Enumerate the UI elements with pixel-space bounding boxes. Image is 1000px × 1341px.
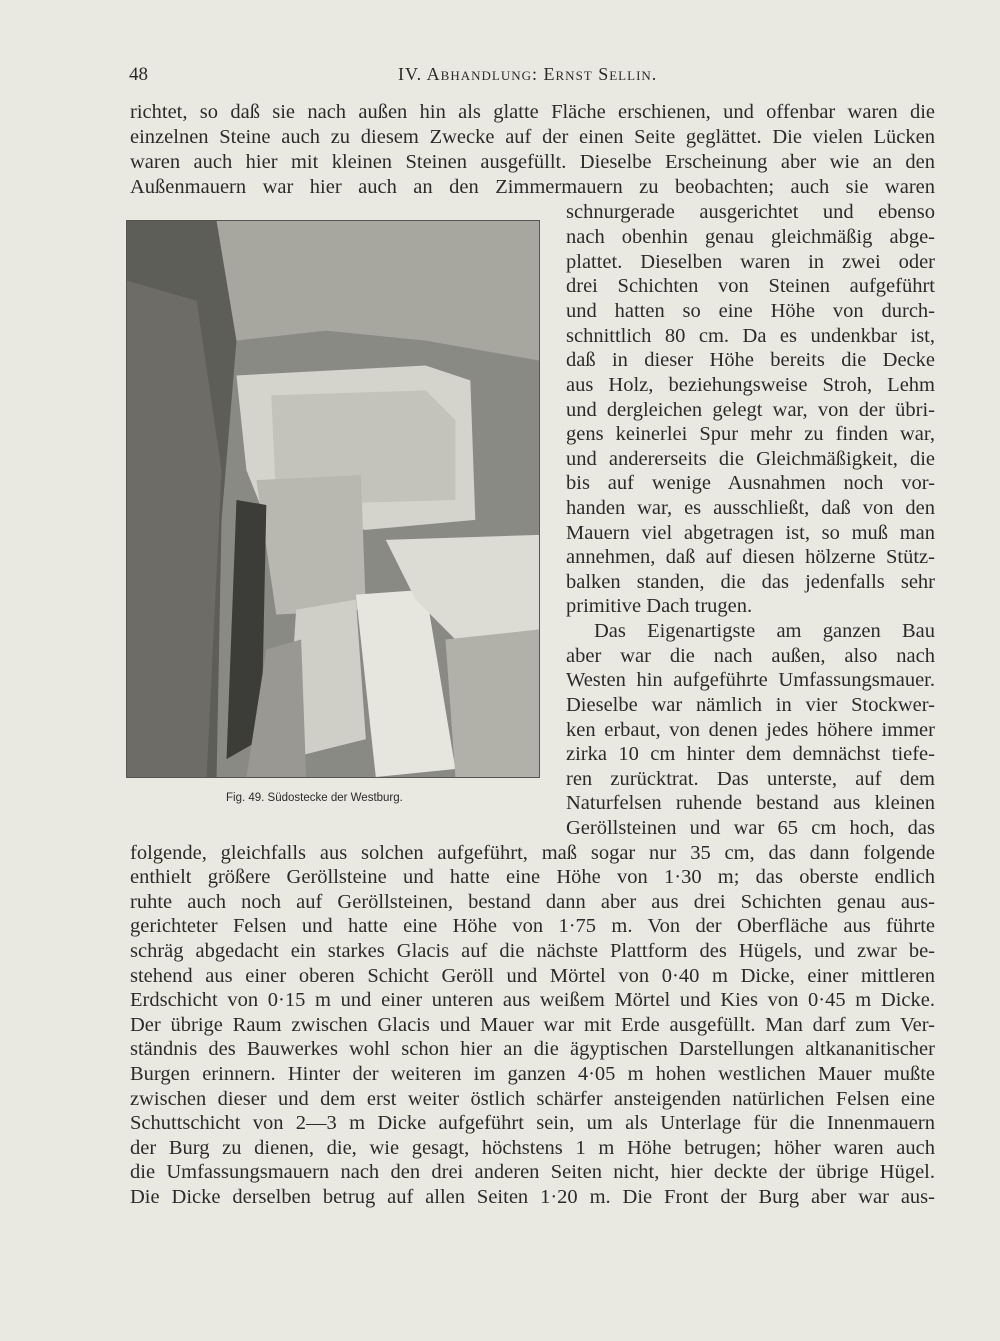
text-line: Dieselbe war nämlich in vier Stockwer- <box>566 694 935 716</box>
text-line: Mauern viel abgetragen ist, so muß man <box>566 522 935 544</box>
text-line: Westen hin aufgeführte Umfassungsmauer. <box>566 669 935 691</box>
running-head: IV. Abhandlung: Ernst Sellin. <box>398 64 658 84</box>
excavation-photo-illustration <box>127 221 539 777</box>
text-line: und hatten so eine Höhe von durch- <box>566 300 935 322</box>
text-line: aber war die nach außen, also nach <box>566 645 935 667</box>
text-line: daß in dieser Höhe bereits die Decke <box>566 349 935 371</box>
text-line: und dergleichen gelegt war, von der übri- <box>566 399 935 421</box>
text-line: handen war, es ausschließt, daß von den <box>566 497 935 519</box>
text-line: ständnis des Bauwerkes wohl schon hier an die ägyptischen Darstellungen altkananitischer <box>130 1038 935 1060</box>
text-line: waren auch hier mit kleinen Steinen ausgefüllt. Dieselbe Erscheinung aber wie an den <box>130 151 935 173</box>
text-line: einzelnen Steine auch zu diesem Zwecke auf der einen Seite geglättet. Die vielen Lücken <box>130 126 935 148</box>
text-line: Geröllsteinen und war 65 cm hoch, das <box>566 817 935 839</box>
text-line: ruhte auch noch auf Geröllsteinen, bestand dann aber aus drei Schichten genau aus- <box>130 891 935 913</box>
text-line: stehend aus einer oberen Schicht Geröll und Mörtel von 0·40 m Dicke, einer mittleren <box>130 965 935 987</box>
text-line: plattet. Dieselben waren in zwei oder <box>566 251 935 273</box>
text-line: der Burg zu dienen, die, wie gesagt, höchstens 1 m Höhe betrugen; höher waren auch <box>130 1137 935 1159</box>
text-line: gerichteter Felsen und hatte eine Höhe von 1·75 m. Von der Oberfläche aus führte <box>130 915 935 937</box>
text-line: schräg abgedacht ein starkes Glacis auf die nächste Plattform des Hügels, und zwar be- <box>130 940 935 962</box>
text-line: bis auf wenige Ausnahmen noch vor- <box>566 472 935 494</box>
text-line: die Umfassungsmauern nach den drei anderen Seiten nicht, hier deckte der übrige Hügel. <box>130 1161 935 1183</box>
text-line: schnittlich 80 cm. Da es undenkbar ist, <box>566 325 935 347</box>
text-line: Außenmauern war hier auch an den Zimmermauern zu beobachten; auch sie waren <box>130 176 935 198</box>
text-line: zirka 10 cm hinter dem demnächst tiefe- <box>566 743 935 765</box>
text-line: primitive Dach trugen. <box>566 595 753 617</box>
page-number: 48 <box>129 64 148 85</box>
text-line: Schuttschicht von 2—3 m Dicke aufgeführt sein, um als Unterlage für die Innenmauern <box>130 1112 935 1134</box>
text-line: und andererseits die Gleichmäßigkeit, die <box>566 448 935 470</box>
text-line: ken erbaut, von denen jedes höhere immer <box>566 719 935 741</box>
text-line: ren zurücktrat. Das unterste, auf dem <box>566 768 935 790</box>
text-line: gens keinerlei Spur mehr zu finden war, <box>566 423 935 445</box>
photograph-southeast-corner <box>126 220 540 778</box>
text-line: balken standen, die das jedenfalls sehr <box>566 571 935 593</box>
text-line: Naturfelsen ruhende bestand aus kleinen <box>566 792 935 814</box>
text-line: Das Eigenartigste am ganzen Bau <box>594 620 935 642</box>
text-line: Erdschicht von 0·15 m und einer unteren aus weißem Mörtel und Kies von 0·45 m Dicke. <box>130 989 935 1011</box>
text-line: enthielt größere Geröllsteine und hatte eine Höhe von 1·30 m; das oberste endlich <box>130 866 935 888</box>
text-line: drei Schichten von Steinen aufgeführt <box>566 275 935 297</box>
text-line: nach obenhin genau gleichmäßig abge- <box>566 226 935 248</box>
text-line: folgende, gleichfalls aus solchen aufgeführt, maß sogar nur 35 cm, das dann folgende <box>130 842 935 864</box>
text-line: richtet, so daß sie nach außen hin als glatte Fläche erschienen, und offenbar waren die <box>130 101 935 123</box>
text-line: Die Dicke derselben betrug auf allen Seiten 1·20 m. Die Front der Burg aber war aus- <box>130 1186 935 1208</box>
text-line: Burgen erinnern. Hinter der weiteren im ganzen 4·05 m hohen westlichen Mauer mußte <box>130 1063 935 1085</box>
figure-caption: Fig. 49. Südostecke der Westburg. <box>226 792 403 804</box>
text-line: aus Holz, beziehungsweise Stroh, Lehm <box>566 374 935 396</box>
text-line: Der übrige Raum zwischen Glacis und Mauer war mit Erde ausgefüllt. Man darf zum Ver- <box>130 1014 935 1036</box>
text-line: zwischen dieser und dem erst weiter östlich schärfer ansteigenden natürlichen Felsen eine <box>130 1088 935 1110</box>
text-line: schnurgerade ausgerichtet und ebenso <box>566 201 935 223</box>
text-line: annehmen, daß auf diesen hölzerne Stütz- <box>566 546 935 568</box>
